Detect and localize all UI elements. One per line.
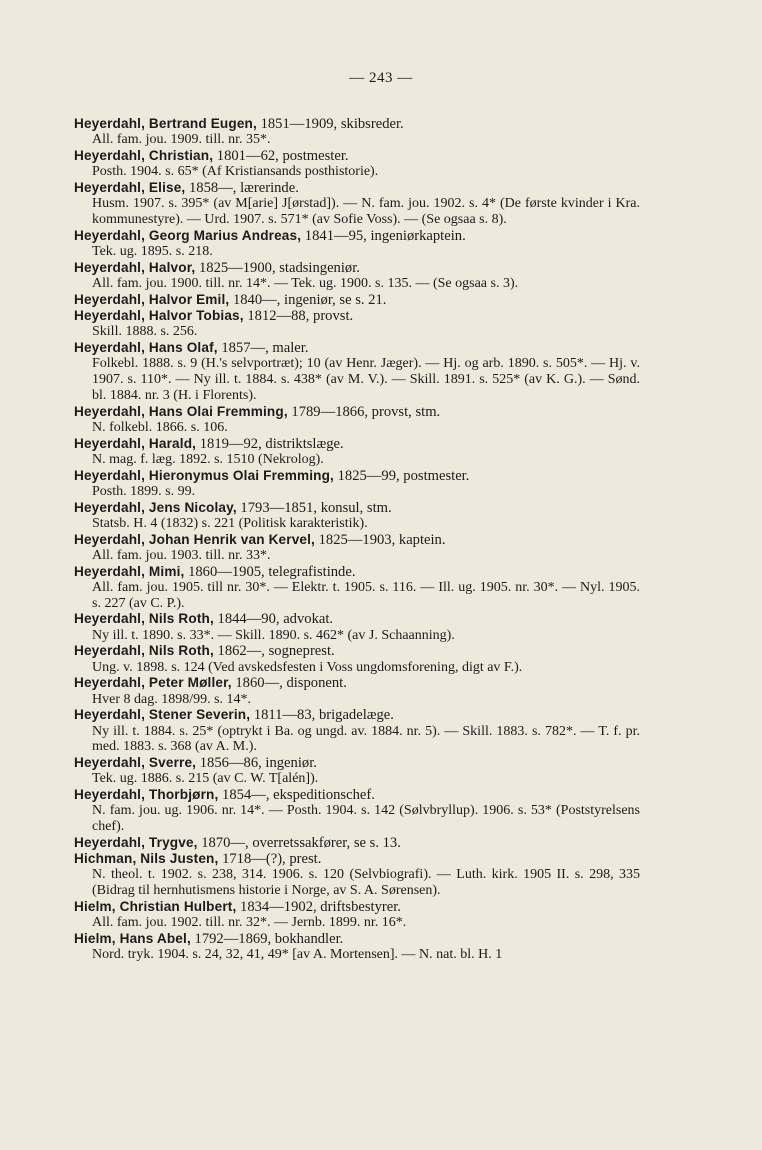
entry: [74, 500, 640, 532]
person-description: 1825—1903, kaptein.: [314, 531, 446, 548]
entry: [74, 308, 640, 340]
entry: [74, 755, 640, 787]
entry: [74, 899, 640, 931]
reference-text: Skill. 1888. s. 256.: [92, 324, 198, 340]
entry-heading: [74, 180, 640, 196]
reference-text: All. fam. jou. 1902. till. nr. 32*. — Jernb. 1899. nr. 16*.: [92, 915, 407, 931]
entry-heading: [74, 707, 640, 723]
reference-text: Husm. 1907. s. 395* (av M[arie] J[ørstad]). — N. fam. jou. 1902. s. 4* (De første kvinder i Kra. kommunestyre). — Urd. 1907. s. 571* (av Sofie Voss). — (Se ogsaa s. 8).: [92, 196, 640, 227]
person-name: Heyerdahl, Mimi,: [74, 563, 185, 579]
entry-heading: [74, 564, 640, 580]
person-description: 1856—86, ingeniør.: [196, 755, 317, 772]
person-name: Heyerdahl, Halvor Emil,: [74, 291, 230, 307]
reference-text: Posth. 1904. s. 65* (Af Kristiansands posthistorie).: [92, 164, 379, 180]
person-description: 1858—, lærerinde.: [185, 180, 299, 196]
entry-heading: [74, 755, 640, 771]
entry: [74, 835, 640, 851]
reference-text: Folkebl. 1888. s. 9 (H.'s selvportræt); 10 (av Henr. Jæger). — Hj. og arb. 1890. s. 505*. — Hj. v. 1907. s. 110*. — Ny ill. t. 1884. s. 438* (av M. V.). — Skill. 1891. s. 525* (av K. G.). — Sønd. bl. 1884. nr. 3 (H. i Florents).: [92, 356, 640, 403]
person-name: Heyerdahl, Georg Marius Andreas,: [74, 227, 302, 243]
reference-text: Ny ill. t. 1890. s. 33*. — Skill. 1890. s. 462* (av J. Schaanning).: [92, 627, 455, 643]
entry-heading: [74, 340, 640, 356]
entry-heading: [74, 148, 640, 164]
person-description: 1870—, overretssakfører, se s. 13.: [197, 834, 401, 851]
reference-text: Hver 8 dag. 1898/99. s. 14*.: [92, 691, 252, 707]
person-name: Heyerdahl, Halvor Tobias,: [74, 308, 244, 323]
person-description: 1825—99, postmester.: [333, 467, 470, 484]
entry: [74, 260, 640, 292]
person-description: 1793—1851, konsul, stm.: [236, 499, 392, 516]
entry-heading: [74, 675, 640, 691]
entry: [74, 116, 640, 148]
reference-text: N. mag. f. læg. 1892. s. 1510 (Nekrolog).: [92, 451, 324, 467]
entry: [74, 532, 640, 564]
person-name: Hichman, Nils Justen,: [74, 851, 219, 867]
person-name: Heyerdahl, Stener Severin,: [74, 707, 251, 723]
person-description: 1844—90, advokat.: [213, 611, 334, 628]
entry: [74, 404, 640, 436]
entry-heading: [74, 468, 640, 484]
person-description: 1860—1905, telegrafistinde.: [184, 563, 356, 580]
person-name: Heyerdahl, Trygve,: [74, 834, 198, 850]
entry: [74, 564, 640, 612]
page-number: — 243 —: [349, 70, 413, 86]
entry-heading: [74, 931, 640, 947]
entry-heading: [74, 787, 640, 803]
person-name: Heyerdahl, Peter Møller,: [74, 675, 232, 691]
person-description: 1792—1869, bokhandler.: [190, 930, 344, 947]
person-description: 1825—1900, stadsingeniør.: [195, 259, 360, 276]
person-name: Heyerdahl, Bertrand Eugen,: [74, 116, 257, 131]
reference-text: All. fam. jou. 1903. till. nr. 33*.: [92, 547, 271, 563]
person-description: 1801—62, postmester.: [213, 148, 349, 164]
entry: [74, 931, 640, 963]
bibliography-entries: [74, 116, 640, 963]
entry-heading: [74, 532, 640, 548]
entry-heading: [74, 835, 640, 851]
person-name: Heyerdahl, Nils Roth,: [74, 643, 214, 659]
person-description: 1851—1909, skibsreder.: [256, 116, 404, 132]
reference-text: Tek. ug. 1886. s. 215 (av C. W. T[alén]).: [92, 771, 319, 787]
reference-text: N. fam. jou. ug. 1906. nr. 14*. — Posth. 1904. s. 142 (Sølvbryllup). 1906. s. 53* (Poststyrelsens chef).: [92, 803, 640, 835]
person-name: Heyerdahl, Hans Olaf,: [74, 340, 218, 355]
person-name: Heyerdahl, Halvor,: [74, 259, 196, 275]
reference-text: All. fam. jou. 1909. till. nr. 35*.: [92, 132, 271, 148]
entry-heading: [74, 611, 640, 627]
person-name: Heyerdahl, Hieronymus Olai Fremming,: [74, 467, 334, 483]
entry-heading: [74, 851, 640, 867]
person-description: 1812—88, provst.: [243, 308, 354, 324]
entry: [74, 611, 640, 643]
person-description: 1857—, maler.: [217, 340, 309, 356]
person-name: Heyerdahl, Harald,: [74, 435, 197, 451]
person-name: Heyerdahl, Johan Henrik van Kervel,: [74, 531, 315, 547]
person-name: Heyerdahl, Thorbjørn,: [74, 787, 219, 803]
entry: [74, 643, 640, 675]
person-description: 1860—, disponent.: [231, 675, 347, 692]
entry: [74, 707, 640, 755]
person-name: Heyerdahl, Elise,: [74, 180, 186, 195]
entry: [74, 436, 640, 468]
person-name: Heyerdahl, Jens Nicolay,: [74, 499, 237, 515]
person-description: 1840—, ingeniør, se s. 21.: [229, 291, 387, 308]
entry-heading: [74, 260, 640, 276]
reference-text: Statsb. H. 4 (1832) s. 221 (Politisk karakteristik).: [92, 515, 368, 531]
entry-heading: [74, 228, 640, 244]
person-description: 1862—, sogneprest.: [213, 643, 335, 660]
entry: [74, 468, 640, 500]
entry-heading: [74, 308, 640, 324]
person-description: 1789—1866, provst, stm.: [287, 403, 441, 420]
entry: [74, 675, 640, 707]
person-name: Hielm, Hans Abel,: [74, 930, 191, 946]
entry-heading: [74, 404, 640, 420]
entry: [74, 340, 640, 404]
person-name: Hielm, Christian Hulbert,: [74, 898, 237, 914]
person-name: Heyerdahl, Christian,: [74, 148, 214, 163]
entry: [74, 851, 640, 899]
entry-heading: [74, 500, 640, 516]
person-description: 1811—83, brigadelæge.: [250, 707, 394, 724]
person-name: Heyerdahl, Sverre,: [74, 755, 197, 771]
reference-text: Ung. v. 1898. s. 124 (Ved avskedsfesten i Voss ungdomsforening, digt av F.).: [92, 659, 523, 675]
reference-text: All. fam. jou. 1905. till nr. 30*. — Elektr. t. 1905. s. 116. — Ill. ug. 1905. nr. 30*. — Nyl. 1905. s. 227 (av C. P.).: [92, 579, 640, 611]
reference-text: N. theol. t. 1902. s. 238, 314. 1906. s. 120 (Selvbiografi). — Luth. kirk. 1905 II. s. 298, 335 (Bidrag til hernhutismens historie i Norge, av S. A. Sørensen).: [92, 867, 640, 899]
entry: [74, 787, 640, 835]
entry: [74, 148, 640, 180]
entry-heading: [74, 643, 640, 659]
entry: [74, 180, 640, 228]
reference-text: Tek. ug. 1895. s. 218.: [92, 244, 213, 259]
reference-text: All. fam. jou. 1900. till. nr. 14*. — Tek. ug. 1900. s. 135. — (Se ogsaa s. 3).: [92, 276, 519, 291]
person-description: 1718—(?), prest.: [218, 851, 322, 868]
entry: [74, 292, 640, 308]
person-description: 1819—92, distriktslæge.: [196, 435, 344, 452]
person-description: 1841—95, ingeniørkaptein.: [301, 227, 466, 244]
person-description: 1854—, ekspeditionschef.: [218, 787, 375, 804]
reference-text: N. folkebl. 1866. s. 106.: [92, 419, 228, 435]
person-description: 1834—1902, driftsbestyrer.: [236, 898, 401, 915]
reference-text: Nord. tryk. 1904. s. 24, 32, 41, 49* [av A. Mortensen]. — N. nat. bl. H. 1: [92, 947, 503, 963]
reference-text: Ny ill. t. 1884. s. 25* (optrykt i Ba. og ungd. av. 1884. nr. 5). — Skill. 1883. s. 782*. — T. f. pr. med. 1883. s. 368 (av A. M.).: [92, 723, 640, 755]
entry-heading: [74, 292, 640, 308]
entry-heading: [74, 116, 640, 132]
reference-text: Posth. 1899. s. 99.: [92, 483, 196, 499]
entry-heading: [74, 899, 640, 915]
person-name: Heyerdahl, Hans Olai Fremming,: [74, 403, 288, 419]
person-name: Heyerdahl, Nils Roth,: [74, 611, 214, 627]
entry-heading: [74, 436, 640, 452]
entry: [74, 228, 640, 260]
